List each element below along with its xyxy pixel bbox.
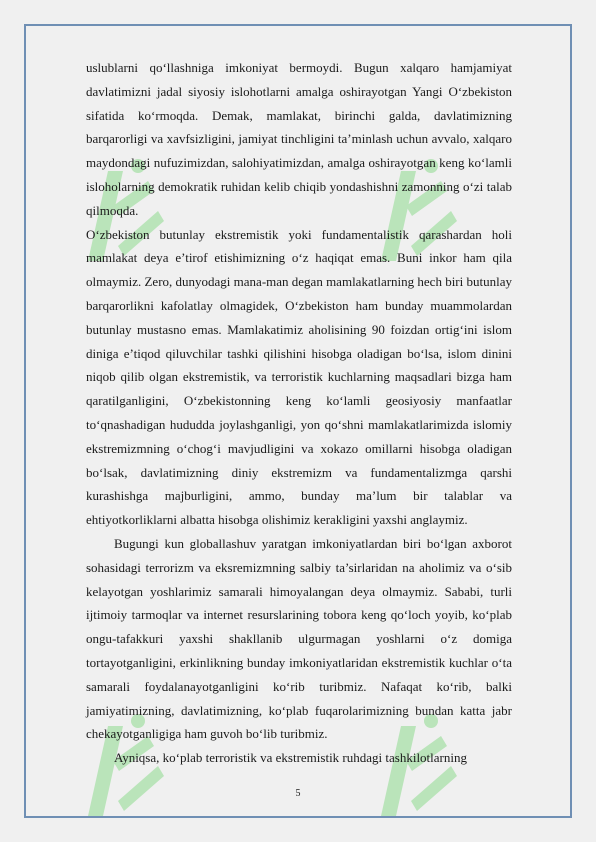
paragraph: Ayniqsa, ko‘plab terroristik va ekstremistik ruhdagi tashkilotlarning — [114, 750, 467, 766]
paragraph: Bugungi kun globallashuv yaratgan imkoniyatlardan biri bo‘lgan axborot sohasidagi terrorizm va eksremizmning salbiy ta’sirlaridan na aholimiz va o‘sib kelayotgan yoshlarimiz samarali himoyalangan deya olmaymiz. Sababi, turli ijtimoiy tarmoqlar va internet resurslarining tobora keng qo‘loch yoyib, ko‘plab ongu-tafakkuri yaxshi shakllanib ulgurmagan yoshlarni o‘z domiga tortayotganligini, erkinlikning bunday imkoniyatlaridan ekstremistik kuchlar o‘ta samarali foydalanayotganligini ko‘rib turibmiz. Nafaqat ko‘rib, balki jamiyatimizning, davlatimizning, ko‘plab fuqarolarimizning bundan katta jabr chekayotganligiga ham guvoh bo‘lib turibmiz. — [86, 535, 512, 742]
paragraph: O‘zbekiston butunlay ekstremistik yoki fundamentalistik qarashardan holi mamlakat deya e’tirof etishimizning o‘z haqiqat emas. Buni inkor ham qila olmaymiz. Zero, dunyodagi mana-man degan mamlakatlarning hech biri butunlay barqarorlikni kafolatlay olmagidek, O‘zbekiston ham bunday muammolardan butunlay mustasno emas. Mamlakatimiz aholisining 90 foizdan ortig‘ini islom diniga e’tiqod qiluvchilar tashki qilishini hisobga oladigan bo‘lsa, islom dinini niqob qilib olgan ekstremistik, va terroristik kuchlarning maqsadlari bizga ham qaratilganligini, O‘zbekistonning keng ko‘lamli geosiyosiy manfaatlar to‘qnashadigan hududda joylashganligi, yon qo‘shni mamlakatlarimizda islomiy ekstremizmning o‘chog‘i mavjudligini va xokazo omillarni hisobga oladigan bo‘lsak, davlatimizning diniy ekstremizm va fundamentalizmga qarshi kurashishga majburligini, ammo, bunday ma’lum bir talablar va ehtiyotkorliklarni albatta hisobga olishimiz kerakligini yaxshi anglaymiz. — [86, 226, 512, 528]
paragraph-continuation: uslublarni qo‘llashniga imkoniyat bermoydi. Bugun xalqaro hamjamiyat davlatimizni jadal siyosiy islohotlarni amalga oshirayotgan Yangi O‘zbekiston sifatida ko‘rmoqda. Demak, mamlakat, birinchi galda, davlatimizning barqarorligi va xavfsizligini, jamiyat tinchligini ta’minlash uchun avvalo, xalqaro maydondagi nufuzimizdan, salohiyatimizdan, amalga oshirayotgan keng ko‘lamli isloholarning demokratik ruhidan kelib chiqib yondashishni zamonning o‘zi talab qilmoqda. — [86, 60, 512, 218]
document-body — [86, 56, 512, 770]
page-number: 5 — [295, 788, 301, 799]
document-page — [24, 24, 572, 818]
